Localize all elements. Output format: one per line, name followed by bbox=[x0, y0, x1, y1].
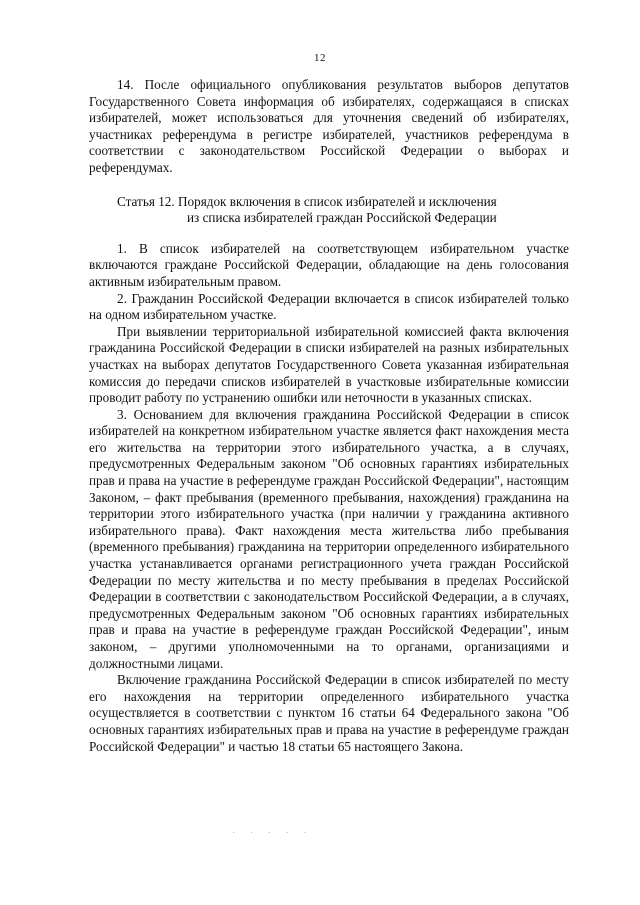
article-title-line-1: Статья 12. Порядок включения в список избирателей и исключения bbox=[117, 193, 497, 209]
scan-artifact-dots: · · · · · bbox=[232, 828, 313, 839]
article-paragraph-2-continuation: При выявлении территориальной избирательной комиссией факта включения гражданина Российской Федерации в списки избирателей на разных избирательных участках на выборах депутатов Государственного Совета указанная избирательная комиссия до передачи списков избирателей в участковые избирательные комиссии проводит работу по устранению ошибки или неточности в указанных списках. bbox=[89, 323, 569, 406]
paragraph-14: 14. После официального опубликования результатов выборов депутатов Государственного Совета информация об избирателях, содержащаяся в списках избирателей, может использоваться для уточнения сведений об избирателях, участниках референдума в регистре избирателей, участников референдума в соответствии с законодательством Российской Федерации о выборах и референдумах. bbox=[89, 77, 569, 175]
article-paragraph-2: 2. Гражданин Российской Федерации включается в список избирателей только на одном избирательном участке. bbox=[89, 290, 569, 323]
article-title-line-2: из списка избирателей граждан Российской Федерации bbox=[187, 210, 497, 226]
article-heading bbox=[89, 194, 569, 227]
document-body bbox=[89, 77, 569, 755]
article-paragraph-3-continuation: Включение гражданина Российской Федерации в список избирателей по месту его нахождения на территории определенного избирательного участка осуществляется в соответствии с пунктом 16 статьи 64 Федерального закона "Об основных гарантиях избирательных прав и права на участие в референдуме граждан Российской Федерации" и частью 18 статьи 65 настоящего Закона. bbox=[89, 672, 569, 754]
article-paragraph-3: 3. Основанием для включения гражданина Российской Федерации в список избирателей на конкретном избирательном участке является факт нахождения места его жительства на территории этого избирательного участка, а в случаях, предусмотренных Федеральным законом "Об основных гарантиях избирательных прав и права на участие в референдуме граждан Российской Федерации", настоящим Законом, – факт пребывания (временного пребывания, нахождения) гражданина на территории этого избирательного участка (при наличии у гражданина активного избирательного права). Факт нахождения места жительства либо пребывания (временного пребывания) гражданина на территории определенного избирательного участка устанавливается органами регистрационного учета граждан Российской Федерации по месту жительства и по месту пребывания в пределах Российской Федерации в соответствии с законодательством Российской Федерации, а в случаях, предусмотренных Федеральным законом "Об основных гарантиях избирательных прав и права на участие в референдуме граждан Российской Федерации", иным законом, – другими уполномоченными на то органами, организациями и должностными лицами. bbox=[89, 406, 569, 671]
article-paragraph-1: 1. В список избирателей на соответствующем избирательном участке включаются граждане Российской Федерации, обладающие на день голосования активным избирательным правом. bbox=[89, 240, 569, 289]
page-number: 12 bbox=[314, 52, 326, 64]
